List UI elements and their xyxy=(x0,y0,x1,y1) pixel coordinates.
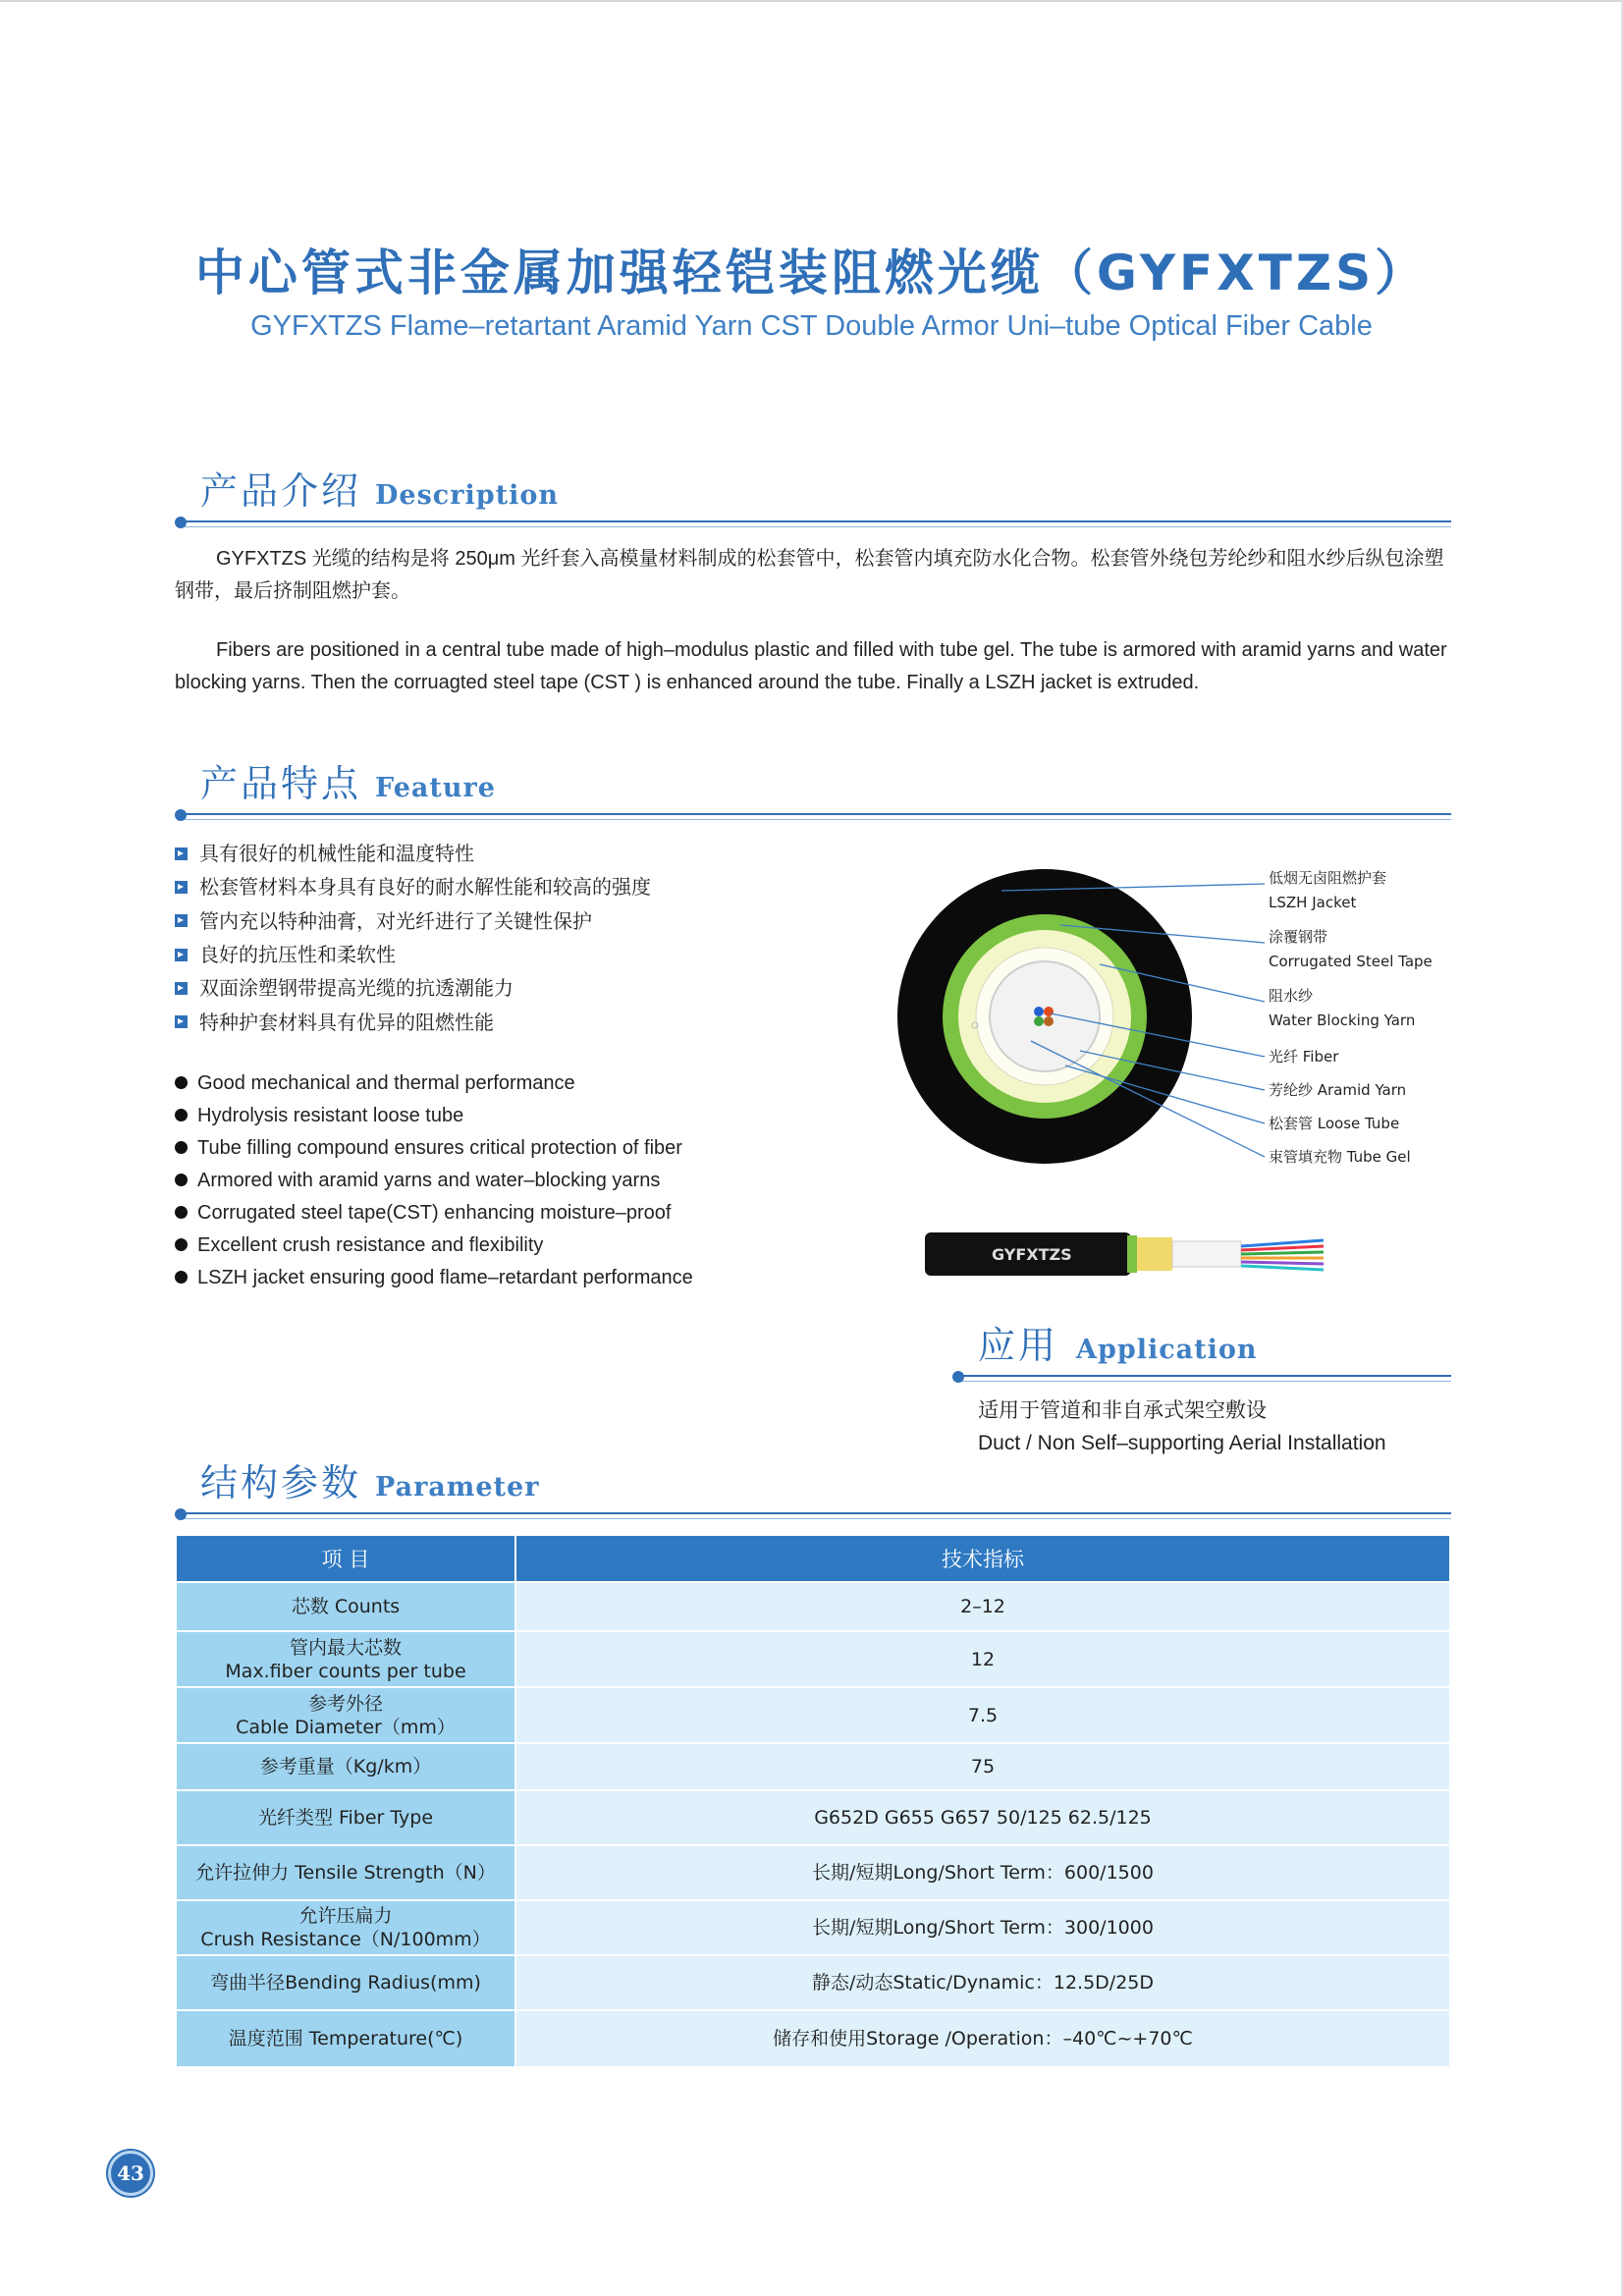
page-title: 中心管式非金属加强轻铠装阻燃光缆（GYFXTZS） xyxy=(194,245,1429,301)
table-row xyxy=(176,1631,1450,1687)
label-water-blocking-en: Water Blocking Yarn xyxy=(1269,1011,1416,1029)
feature-list-cn xyxy=(175,837,725,1039)
application-text-cn: 适用于管道和非自承式架空敷设 xyxy=(978,1398,1267,1422)
application-heading-cn: 应用 xyxy=(978,1324,1059,1367)
fiber-icon xyxy=(1034,1007,1044,1016)
label-fiber: 光纤 Fiber xyxy=(1269,1048,1339,1066)
label-aramid-yarn: 芳纶纱 Aramid Yarn xyxy=(1269,1081,1407,1099)
label-loose-tube: 松套管 Loose Tube xyxy=(1269,1115,1400,1132)
parameter-table xyxy=(175,1534,1451,2068)
dot-bullet-icon xyxy=(175,1076,188,1089)
list-item: Hydrolysis resistant loose tube xyxy=(175,1099,784,1131)
table-row xyxy=(176,1790,1450,1845)
arrow-bullet-icon xyxy=(175,914,188,927)
label-steel-tape-cn: 涂覆钢带 xyxy=(1269,928,1328,946)
cable-side-illustration xyxy=(925,1232,1324,1276)
description-text-cn: GYFXTZS 光缆的结构是将 250μm 光纤套入高模量材料制成的松套管中，松套管内填充防水化合物。松套管外绕包芳纶纱和阻水纱后纵包涂塑钢带，最后挤制阻燃护套。 xyxy=(175,548,1444,602)
list-item: Armored with aramid yarns and water–blocking yarns xyxy=(175,1164,784,1196)
param-key: 允许拉伸力 Tensile Strength（N） xyxy=(176,1845,515,1900)
list-item: Excellent crush resistance and flexibility xyxy=(175,1229,784,1261)
param-value: G652D G655 G657 50/125 62.5/125 xyxy=(515,1790,1450,1845)
param-key: 参考外径 Cable Diameter（mm） xyxy=(176,1687,515,1743)
param-key: 允许压扁力 Crush Resistance（N/100mm） xyxy=(176,1900,515,1955)
parameter-heading xyxy=(175,1453,1451,1514)
dot-bullet-icon xyxy=(175,1271,188,1284)
application-heading-en: Application xyxy=(1076,1335,1258,1365)
table-row xyxy=(176,1582,1450,1631)
page-subtitle: GYFXTZS Flame–retartant Aramid Yarn CST Double Armor Uni–tube Optical Fiber Cable xyxy=(250,310,1373,342)
dot-bullet-icon xyxy=(175,1109,188,1121)
param-key: 芯数 Counts xyxy=(176,1582,515,1631)
list-item: 松套管材料本身具有良好的耐水解性能和较高的强度 xyxy=(175,870,725,903)
param-key: 光纤类型 Fiber Type xyxy=(176,1790,515,1845)
arrow-bullet-icon xyxy=(175,847,188,860)
param-value: 静态/动态Static/Dynamic：12.5D/25D xyxy=(515,1955,1450,2010)
fiber-icon xyxy=(1034,1016,1044,1026)
fiber-icon xyxy=(1044,1016,1054,1026)
application-text-en: Duct / Non Self–supporting Aerial Installation xyxy=(978,1432,1386,1454)
table-row xyxy=(176,1687,1450,1743)
cable-print-text: GYFXTZS xyxy=(992,1245,1072,1264)
param-value: 储存和使用Storage /Operation：–40℃~+70℃ xyxy=(515,2010,1450,2067)
arrow-bullet-icon xyxy=(175,881,188,894)
dot-bullet-icon xyxy=(175,1141,188,1154)
arrow-bullet-icon xyxy=(175,1015,188,1028)
param-key: 参考重量（Kg/km） xyxy=(176,1743,515,1790)
feature-heading xyxy=(175,754,1451,815)
description-heading-cn: 产品介绍 xyxy=(200,469,362,513)
param-key: 温度范围 Temperature(℃) xyxy=(176,2010,515,2067)
application-heading xyxy=(952,1316,1451,1377)
dot-bullet-icon xyxy=(175,1206,188,1219)
description-text-en: Fibers are positioned in a central tube made of high–modulus plastic and filled with tube gel. The tube is armored with aramid yarns and water blocking yarns. Then the corruagted steel tape (CST ) is enhanced around the tube. Finally a LSZH jacket is extruded. xyxy=(175,639,1447,693)
feature-heading-cn: 产品特点 xyxy=(200,762,362,805)
feature-heading-en: Feature xyxy=(375,773,496,803)
loose-tube-layer xyxy=(990,961,1100,1071)
page-number: 43 xyxy=(108,2151,153,2196)
list-item: LSZH jacket ensuring good flame–retardant performance xyxy=(175,1261,784,1293)
list-item: Good mechanical and thermal performance xyxy=(175,1066,784,1099)
table-header-row xyxy=(176,1535,1450,1582)
table-row xyxy=(176,1900,1450,1955)
parameter-heading-cn: 结构参数 xyxy=(200,1461,362,1504)
label-lszh-jacket-en: LSZH Jacket xyxy=(1269,894,1357,911)
label-water-blocking-cn: 阻水纱 xyxy=(1269,987,1314,1005)
param-value: 长期/短期Long/Short Term：600/1500 xyxy=(515,1845,1450,1900)
arrow-bullet-icon xyxy=(175,949,188,961)
param-value: 长期/短期Long/Short Term：300/1000 xyxy=(515,1900,1450,1955)
feature-list-en xyxy=(175,1066,784,1293)
column-header-item: 项 目 xyxy=(176,1535,515,1582)
list-item: 具有很好的机械性能和温度特性 xyxy=(175,837,725,870)
dot-bullet-icon xyxy=(175,1174,188,1186)
table-row xyxy=(176,1743,1450,1790)
description-heading-en: Description xyxy=(375,480,559,511)
cable-cross-section-diagram xyxy=(884,845,1463,1296)
param-value: 7.5 xyxy=(515,1687,1450,1743)
param-key: 管内最大芯数 Max.fiber counts per tube xyxy=(176,1631,515,1687)
fiber-icon xyxy=(1044,1007,1054,1016)
param-key: 弯曲半径Bending Radius(mm) xyxy=(176,1955,515,2010)
table-row xyxy=(176,2010,1450,2067)
list-item: 双面涂塑钢带提高光缆的抗透潮能力 xyxy=(175,971,725,1005)
param-value: 75 xyxy=(515,1743,1450,1790)
description-heading xyxy=(175,462,1451,522)
table-row xyxy=(176,1955,1450,2010)
label-tube-gel: 束管填充物 Tube Gel xyxy=(1269,1148,1411,1166)
parameter-heading-en: Parameter xyxy=(375,1472,540,1503)
diagram-labels xyxy=(1269,869,1433,1166)
list-item: Corrugated steel tape(CST) enhancing moisture–proof xyxy=(175,1196,784,1229)
arrow-bullet-icon xyxy=(175,982,188,995)
column-header-spec: 技术指标 xyxy=(515,1535,1450,1582)
dot-bullet-icon xyxy=(175,1238,188,1251)
list-item: Tube filling compound ensures critical protection of fiber xyxy=(175,1131,784,1164)
list-item: 特种护套材料具有优异的阻燃性能 xyxy=(175,1005,725,1038)
table-row xyxy=(176,1845,1450,1900)
label-steel-tape-en: Corrugated Steel Tape xyxy=(1269,953,1433,970)
list-item: 管内充以特种油膏，对光纤进行了关键性保护 xyxy=(175,904,725,938)
param-value: 12 xyxy=(515,1631,1450,1687)
list-item: 良好的抗压性和柔软性 xyxy=(175,938,725,971)
param-value: 2–12 xyxy=(515,1582,1450,1631)
label-lszh-jacket-cn: 低烟无卤阻燃护套 xyxy=(1269,869,1387,887)
